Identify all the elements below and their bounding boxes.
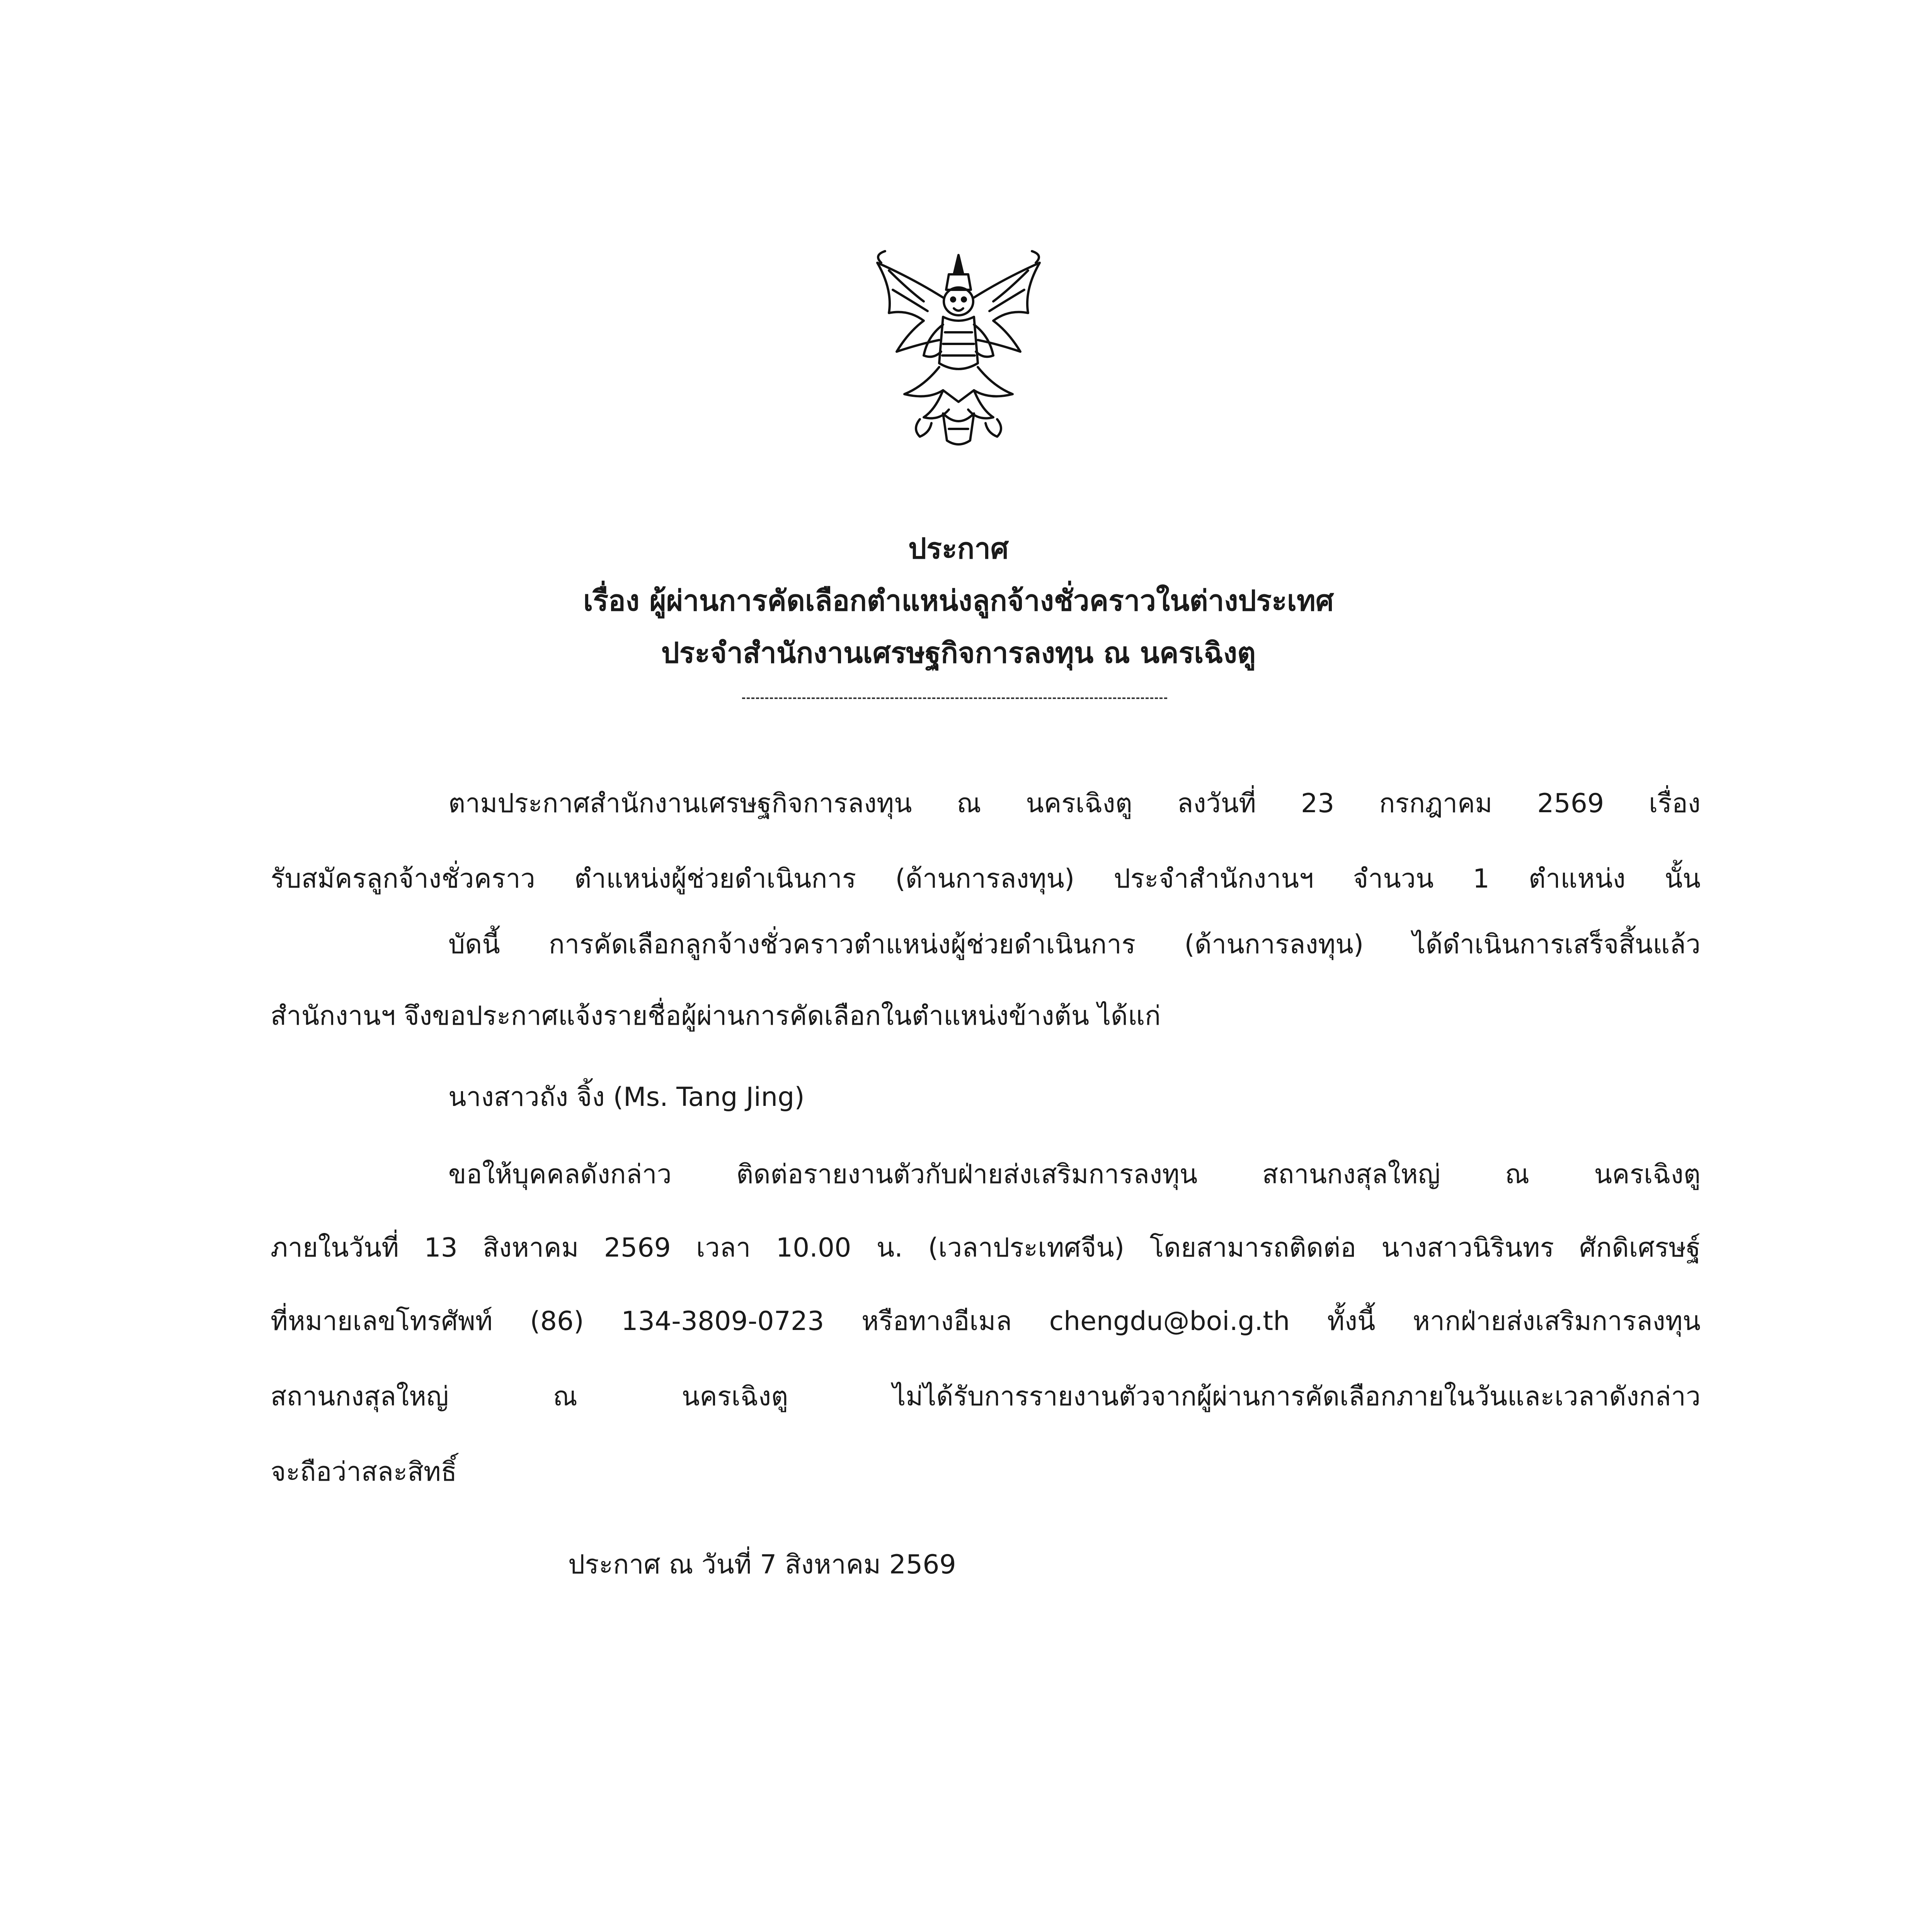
paragraph-3-line-1: ขอให้บุคคลดังกล่าว ติดต่อรายงานตัวกับฝ่ายส่งเสริมการลงทุน สถานกงสุลใหญ่ ณ นครเฉิงตู (448, 1159, 1701, 1190)
title-separator (742, 697, 1167, 699)
announcement-date: ประกาศ ณ วันที่ 7 สิงหาคม 2569 (568, 1549, 956, 1580)
paragraph-1-line-2: รับสมัครลูกจ้างชั่วคราว ตำแหน่งผู้ช่วยดำเนินการ (ด้านการลงทุน) ประจำสำนักงานฯ จำนวน 1 ตำแหน่ง นั้น (271, 864, 1701, 894)
paragraph-3-line-4: สถานกงสุลใหญ่ ณ นครเฉิงตู ไม่ได้รับการรายงานตัวจากผู้ผ่านการคัดเลือกภายในวันและเวลาดังกล่าว (271, 1381, 1701, 1412)
paragraph-2-line-2: สำนักงานฯ จึงขอประกาศแจ้งรายชื่อผู้ผ่านการคัดเลือกในตำแหน่งข้างต้น ได้แก่ (271, 1001, 1161, 1031)
document-title: ประกาศ (908, 532, 1009, 565)
paragraph-3-line-3: ที่หมายเลขโทรศัพท์ (86) 134-3809-0723 หรือทางอีเมล chengdu@boi.g.th ทั้งนี้ หากฝ่ายส่งเสริมการลงทุน (271, 1306, 1701, 1337)
paragraph-2-line-1: บัดนี้ การคัดเลือกลูกจ้างชั่วคราวตำแหน่งผู้ช่วยดำเนินการ (ด้านการลงทุน) ได้ดำเนินการเสร็จสิ้นแล้ว (448, 929, 1701, 960)
garuda-emblem-icon (866, 247, 1051, 456)
paragraph-3-line-2: ภายในวันที่ 13 สิงหาคม 2569 เวลา 10.00 น. (เวลาประเทศจีน) โดยสามารถติดต่อ นางสาวนิรินทร ศักดิเศรษฐ์ (271, 1233, 1701, 1263)
paragraph-3-line-5: จะถือว่าสละสิทธิ์ (271, 1457, 457, 1487)
document-office: ประจำสำนักงานเศรษฐกิจการลงทุน ณ นครเฉิงตู (661, 636, 1256, 670)
selected-candidate-name: นางสาวถัง จิ้ง (Ms. Tang Jing) (448, 1082, 805, 1112)
document-subject: เรื่อง ผู้ผ่านการคัดเลือกตำแหน่งลูกจ้างชั่วคราวในต่างประเทศ (583, 584, 1334, 617)
paragraph-1-line-1: ตามประกาศสำนักงานเศรษฐกิจการลงทุน ณ นครเฉิงตู ลงวันที่ 23 กรกฎาคม 2569 เรื่อง (448, 788, 1701, 819)
